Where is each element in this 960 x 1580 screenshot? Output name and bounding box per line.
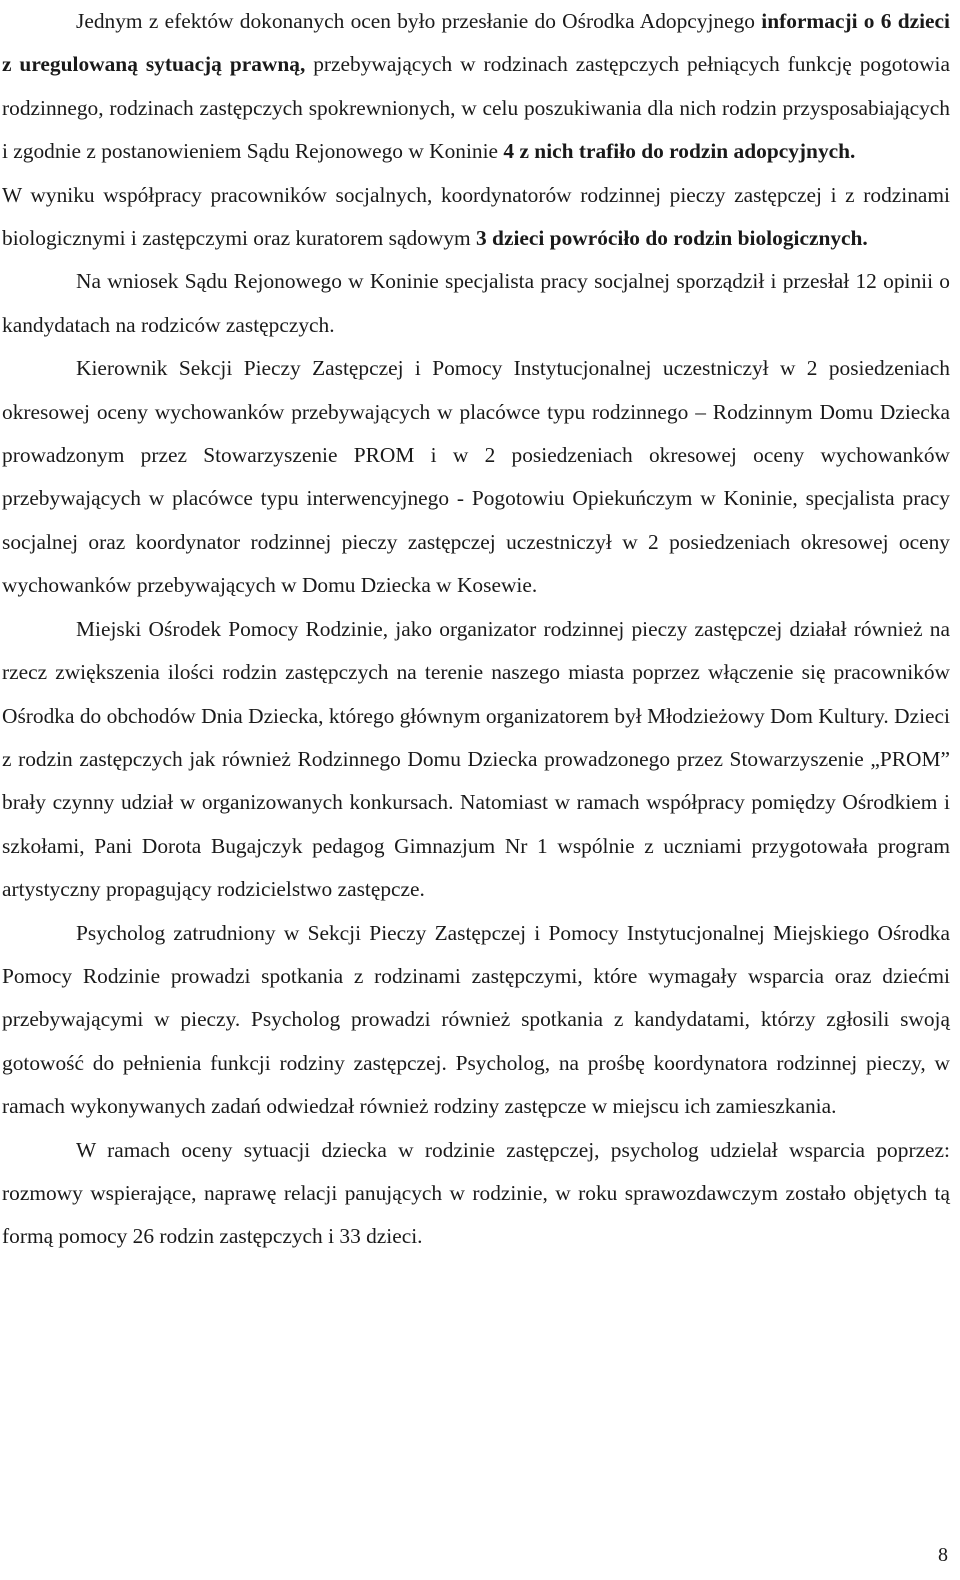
document-page	[2, 0, 950, 1259]
paragraph-promotion-activities	[2, 608, 950, 912]
bold-highlight: 3 dzieci powróciło do rodzin biologicznych.	[476, 226, 868, 251]
paragraph-psychologist-meetings	[2, 912, 950, 1129]
paragraph-periodic-assessments	[2, 347, 950, 607]
paragraph-text: Jednym z efektów dokonanych ocen było przesłanie do Ośrodka Adopcyjnego	[76, 9, 762, 33]
paragraph-psychologist-support	[2, 1129, 950, 1259]
paragraph-text: Psycholog zatrudniony w Sekcji Pieczy Zastępczej i Pomocy Instytucjonalnej Miejskiego Ośrodka Pomocy Rodzinie prowadzi spotkania z rodzinami zastępczymi, które wymagały wsparcia oraz dziećmi przebywającymi w pieczy. Psycholog prowadzi również spotkania z kandydatami, którzy zgłosili swoją gotowość do pełnienia funkcji rodziny zastępczej. Psycholog, na prośbę koordynatora rodzinnej pieczy, w ramach wykonywanych zadań odwiedzał również rodziny zastępcze w miejscu ich zamieszkania.	[2, 920, 950, 1119]
page-number: 8	[938, 1544, 948, 1566]
paragraph-text: W ramach oceny sytuacji dziecka w rodzinie zastępczej, psycholog udzielał wsparcia poprzez: rozmowy wspierające, naprawę relacji panujących w rodzinie, w roku sprawozdawczym zostało objętych tą formą pomocy 26 rodzin zastępczych i 33 dzieci.	[2, 1137, 950, 1249]
paragraph-text: Na wniosek Sądu Rejonowego w Koninie specjalista pracy socjalnej sporządził i przesłał 12 opinii o kandydatach na rodziców zastępczych.	[2, 269, 950, 337]
paragraph-text: W wyniku współpracy pracowników socjalnych, koordynatorów rodzinnej pieczy zastępczej i z rodzinami biologicznymi i zastępczymi oraz kuratorem sądowym	[2, 182, 950, 251]
bold-highlight: 4 z nich trafiło do rodzin adopcyjnych.	[503, 139, 856, 164]
paragraph-text: Kierownik Sekcji Pieczy Zastępczej i Pomocy Instytucjonalnej uczestniczył w 2 posiedzeniach okresowej oceny wychowanków przebywających w placówce typu rodzinnego – Rodzinnym Domu Dziecka prowadzonym przez Stowarzyszenie PROM i w 2 posiedzeniach okresowej oceny wychowanków przebywających w placówce typu interwencyjnego - Pogotowiu Opiekuńczym w Koninie, specjalista pracy socjalnej oraz koordynator rodzinnej pieczy zastępczej uczestniczył w 2 posiedzeniach okresowej oceny wychowanków przebywających w Domu Dziecka w Kosewie.	[2, 356, 950, 598]
paragraph-biological-families	[2, 174, 950, 261]
paragraph-court-opinions	[2, 260, 950, 347]
paragraph-adoption-referrals	[2, 0, 950, 174]
bold-highlight: informacji o 6 dzieci z uregulowaną sytuacją prawną,	[2, 9, 950, 77]
paragraph-text: przebywających w rodzinach zastępczych pełniących funkcję pogotowia rodzinnego, rodzinach zastępczych spokrewnionych, w celu poszukiwania dla nich rodzin przysposabiających i zgodnie z postanowieniem Sądu Rejonowego w Koninie	[2, 52, 950, 164]
paragraph-text: Miejski Ośrodek Pomocy Rodzinie, jako organizator rodzinnej pieczy zastępczej działał również na rzecz zwiększenia ilości rodzin zastępczych na terenie naszego miasta poprzez włączenie się pracowników Ośrodka do obchodów Dnia Dziecka, którego głównym organizatorem był Młodzieżowy Dom Kultury. Dzieci z rodzin zastępczych jak również Rodzinnego Domu Dziecka prowadzonego przez Stowarzyszenie „PROM” brały czynny udział w organizowanych konkursach. Natomiast w ramach współpracy pomiędzy Ośrodkiem i szkołami, Pani Dorota Bugajczyk pedagog Gimnazjum Nr 1 wspólnie z uczniami przygotowała program artystyczny propagujący rodzicielstwo zastępcze.	[2, 616, 950, 902]
